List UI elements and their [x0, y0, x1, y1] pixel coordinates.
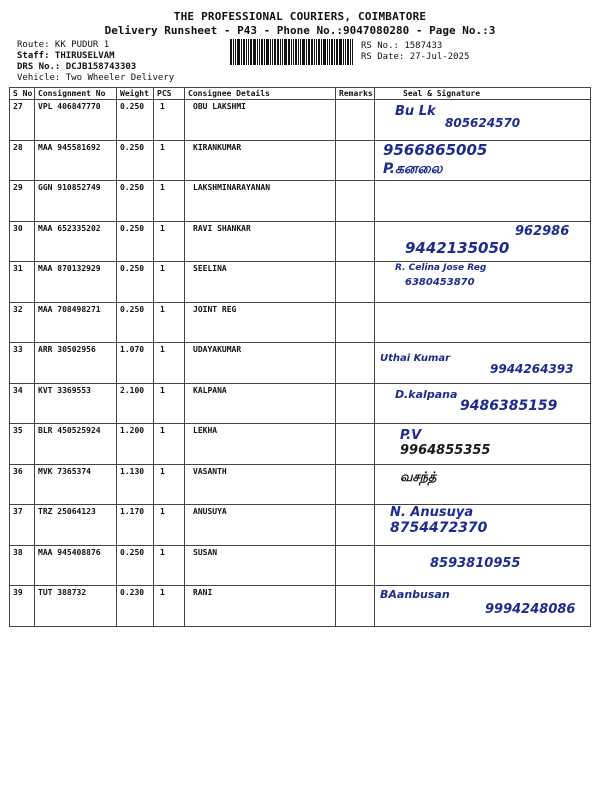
row-sno: 27: [10, 100, 35, 141]
row-signature: [375, 343, 591, 384]
row-sno: 29: [10, 181, 35, 222]
signature-text: 805624570: [445, 116, 521, 130]
row-weight: 2.100: [117, 383, 154, 424]
signature-text: 8754472370: [390, 520, 488, 536]
signature-text: 962986: [515, 223, 570, 239]
rs-date: RS Date: 27-Jul-2025: [361, 52, 470, 62]
col-consignment: Consignment No: [35, 88, 117, 100]
row-pcs: 1: [154, 505, 185, 546]
row-signature: [375, 424, 591, 465]
row-consignment: TUT 388732: [35, 586, 117, 627]
row-sno: 33: [10, 343, 35, 384]
row-consignee: LAKSHMINARAYANAN: [185, 181, 336, 222]
col-remarks: Remarks: [336, 88, 375, 100]
handwritten-signature: [375, 586, 591, 626]
signature-text: வசந்த்: [400, 469, 437, 485]
row-signature: [375, 505, 591, 546]
signature-text: Uthai Kumar: [380, 353, 451, 364]
row-consignee: ANUSUYA: [185, 505, 336, 546]
table-row: [10, 100, 591, 141]
handwritten-signature: [375, 505, 591, 545]
handwritten-signature: [375, 262, 591, 302]
row-consignment: MAA 870132929: [35, 262, 117, 303]
row-signature: [375, 302, 591, 343]
row-pcs: 1: [154, 343, 185, 384]
row-consignment: GGN 910852749: [35, 181, 117, 222]
table-row: [10, 505, 591, 546]
table-row: [10, 424, 591, 465]
row-signature: [375, 262, 591, 303]
row-remarks: [336, 140, 375, 181]
handwritten-signature: [375, 303, 591, 343]
row-consignee: RAVI SHANKAR: [185, 221, 336, 262]
row-consignee: LEKHA: [185, 424, 336, 465]
signature-text: 9994248086: [485, 602, 576, 617]
vehicle-label: Vehicle: Two Wheeler Delivery: [17, 73, 175, 83]
signature-text: 9566865005: [383, 140, 488, 159]
table-row: [10, 262, 591, 303]
row-sno: 39: [10, 586, 35, 627]
table-row: [10, 545, 591, 586]
row-signature: [375, 140, 591, 181]
row-sno: 28: [10, 140, 35, 181]
row-pcs: 1: [154, 100, 185, 141]
signature-text: 9944264393: [490, 362, 574, 376]
row-consignment: MAA 945581692: [35, 140, 117, 181]
signature-text: 9486385159: [460, 397, 558, 414]
row-remarks: [336, 100, 375, 141]
row-weight: 0.230: [117, 586, 154, 627]
handwritten-signature: [375, 546, 591, 586]
signature-text: 8593810955: [430, 555, 521, 571]
runsheet-table: [9, 87, 591, 627]
row-consignment: MVK 7365374: [35, 464, 117, 505]
row-consignee: VASANTH: [185, 464, 336, 505]
rs-number: RS No.: 1587433: [361, 41, 443, 51]
route-label: Route: KK PUDUR 1: [17, 40, 110, 50]
row-remarks: [336, 505, 375, 546]
row-consignee: UDAYAKUMAR: [185, 343, 336, 384]
table-header-row: [10, 88, 591, 100]
company-title: THE PROFESSIONAL COURIERS, COIMBATORE: [173, 10, 427, 23]
row-weight: 0.250: [117, 100, 154, 141]
row-remarks: [336, 383, 375, 424]
runsheet-title: Delivery Runsheet - P43 - Phone No.:9047080280 - Page No.:3: [104, 24, 496, 37]
row-consignee: OBU LAKSHMI: [185, 100, 336, 141]
row-signature: [375, 100, 591, 141]
row-remarks: [336, 181, 375, 222]
row-pcs: 1: [154, 140, 185, 181]
row-weight: 0.250: [117, 545, 154, 586]
row-consignee: JOINT REG: [185, 302, 336, 343]
row-remarks: [336, 302, 375, 343]
row-remarks: [336, 424, 375, 465]
handwritten-signature: [375, 465, 591, 505]
row-remarks: [336, 464, 375, 505]
col-sno: S No: [10, 88, 35, 100]
row-weight: 0.250: [117, 262, 154, 303]
row-sno: 38: [10, 545, 35, 586]
handwritten-signature: [375, 181, 591, 221]
row-signature: [375, 586, 591, 627]
row-consignee: KIRANKUMAR: [185, 140, 336, 181]
row-pcs: 1: [154, 181, 185, 222]
row-consignment: BLR 450525924: [35, 424, 117, 465]
row-consignment: MAA 945408876: [35, 545, 117, 586]
row-consignment: VPL 406847770: [35, 100, 117, 141]
row-sno: 30: [10, 221, 35, 262]
row-sno: 34: [10, 383, 35, 424]
row-remarks: [336, 343, 375, 384]
col-pcs: PCS: [154, 88, 185, 100]
handwritten-signature: [375, 141, 591, 181]
row-consignee: SUSAN: [185, 545, 336, 586]
row-sno: 31: [10, 262, 35, 303]
row-sno: 36: [10, 464, 35, 505]
drs-number: DRS No.: DCJB158743303: [17, 62, 137, 72]
row-weight: 1.170: [117, 505, 154, 546]
col-consignee: Consignee Details: [185, 88, 336, 100]
row-weight: 1.070: [117, 343, 154, 384]
signature-text: Bu Lk: [395, 104, 436, 119]
row-remarks: [336, 262, 375, 303]
signature-text: R. Celina Jose Reg: [395, 263, 487, 273]
table-row: [10, 383, 591, 424]
row-pcs: 1: [154, 302, 185, 343]
row-remarks: [336, 545, 375, 586]
row-consignment: ARR 30502956: [35, 343, 117, 384]
row-pcs: 1: [154, 262, 185, 303]
handwritten-signature: [375, 424, 591, 464]
signature-text: N. Anusuya: [390, 505, 474, 520]
signature-text: 6380453870: [405, 277, 475, 288]
table-row: [10, 343, 591, 384]
table-row: [10, 181, 591, 222]
staff-label: Staff: THIRUSELVAM: [17, 51, 115, 61]
row-remarks: [336, 221, 375, 262]
row-weight: 0.250: [117, 181, 154, 222]
row-sno: 37: [10, 505, 35, 546]
row-weight: 0.250: [117, 302, 154, 343]
row-signature: [375, 545, 591, 586]
signature-text: D.kalpana: [395, 387, 458, 401]
row-consignment: KVT 3369553: [35, 383, 117, 424]
handwritten-signature: [375, 343, 591, 383]
row-pcs: 1: [154, 464, 185, 505]
row-consignment: TRZ 25064123: [35, 505, 117, 546]
row-weight: 0.250: [117, 140, 154, 181]
row-signature: [375, 464, 591, 505]
row-consignee: SEELINA: [185, 262, 336, 303]
row-pcs: 1: [154, 424, 185, 465]
handwritten-signature: [375, 100, 591, 140]
signature-text: BAanbusan: [380, 588, 450, 601]
row-pcs: 1: [154, 221, 185, 262]
row-sno: 35: [10, 424, 35, 465]
row-weight: 1.130: [117, 464, 154, 505]
table-row: [10, 586, 591, 627]
signature-text: P.கனலை: [383, 160, 443, 177]
row-consignee: RANI: [185, 586, 336, 627]
table-row: [10, 302, 591, 343]
row-signature: [375, 221, 591, 262]
table-row: [10, 140, 591, 181]
row-signature: [375, 181, 591, 222]
table-row: [10, 464, 591, 505]
row-sno: 32: [10, 302, 35, 343]
handwritten-signature: [375, 222, 591, 262]
row-weight: 1.200: [117, 424, 154, 465]
col-weight: Weight: [117, 88, 154, 100]
signature-text: 9964855355: [400, 443, 491, 458]
col-signature: Seal & Signature: [375, 88, 591, 100]
row-signature: [375, 383, 591, 424]
row-remarks: [336, 586, 375, 627]
signature-text: P.V: [400, 428, 422, 443]
row-consignment: MAA 652335202: [35, 221, 117, 262]
table-row: [10, 221, 591, 262]
signature-text: 9442135050: [405, 238, 510, 257]
row-consignee: KALPANA: [185, 383, 336, 424]
row-weight: 0.250: [117, 221, 154, 262]
handwritten-signature: [375, 384, 591, 424]
barcode-icon: [230, 39, 355, 65]
row-pcs: 1: [154, 545, 185, 586]
row-consignment: MAA 708498271: [35, 302, 117, 343]
row-pcs: 1: [154, 383, 185, 424]
row-pcs: 1: [154, 586, 185, 627]
